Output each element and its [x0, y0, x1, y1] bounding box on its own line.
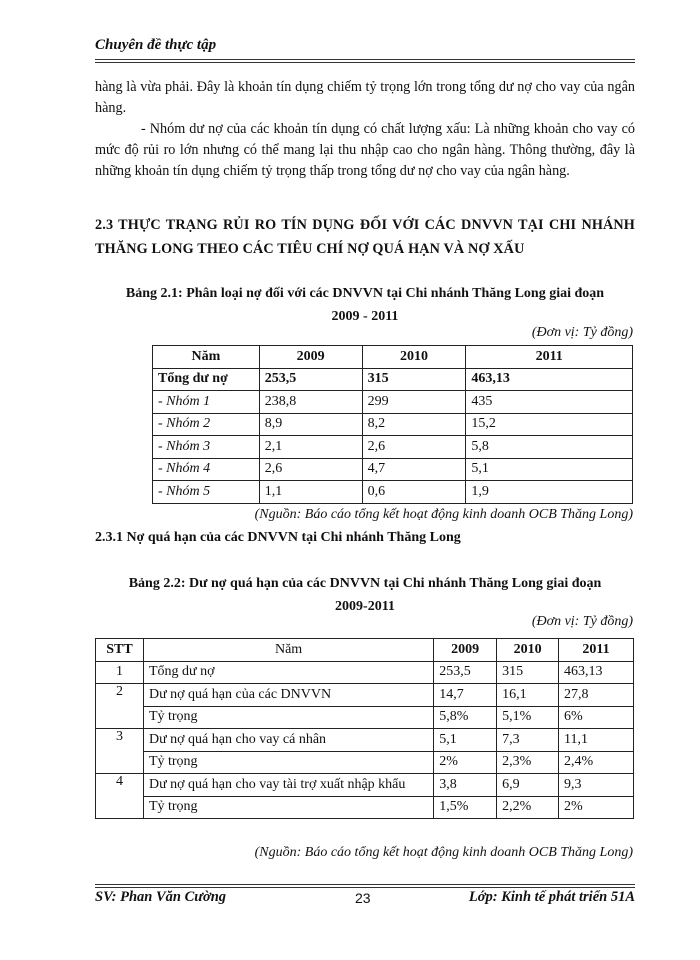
table2-unit: (Đơn vị: Tỷ đồng)	[531, 614, 633, 629]
table-cell: 1,5%	[434, 796, 497, 819]
table-cell: 463,13	[466, 368, 633, 391]
table-row	[96, 706, 634, 729]
table-cell: 5,8	[466, 436, 633, 459]
row-number: 2	[96, 684, 144, 729]
table-row	[153, 391, 633, 414]
table-row	[96, 684, 634, 707]
table2-caption	[95, 572, 635, 618]
row-label: - Nhóm 1	[153, 391, 260, 414]
row-label: Tổng dư nợ	[143, 661, 433, 684]
table-row	[96, 751, 634, 774]
table-cell: 2,3%	[497, 751, 559, 774]
table-cell: 0,6	[362, 481, 466, 504]
table-cell: 7,3	[497, 729, 559, 752]
table-row	[96, 796, 634, 819]
table2-source: (Nguồn: Báo cáo tổng kết hoạt động kinh doanh OCB Thăng Long)	[254, 845, 633, 860]
column-header: 2011	[466, 346, 633, 369]
row-number: 3	[96, 729, 144, 774]
caption-line: Bảng 2.2: Dư nợ quá hạn của các DNVVN tại Chi nhánh Thăng Long giai đoạn	[128, 576, 602, 591]
table-cell: 11,1	[559, 729, 634, 752]
row-label: - Nhóm 4	[153, 458, 260, 481]
row-number: 1	[96, 661, 144, 684]
table-cell: 253,5	[259, 368, 362, 391]
table-cell: 15,2	[466, 413, 633, 436]
row-label: Dư nợ quá hạn cho vay cá nhân	[143, 729, 433, 752]
column-header: STT	[96, 639, 144, 662]
table-cell: 6%	[559, 706, 634, 729]
table-cell: 315	[497, 661, 559, 684]
column-header: 2009	[434, 639, 497, 662]
table-header-row	[96, 639, 634, 662]
table-row	[153, 481, 633, 504]
table-cell: 299	[362, 391, 466, 414]
column-header: 2010	[497, 639, 559, 662]
column-header: 2009	[259, 346, 362, 369]
row-label: Dư nợ quá hạn cho vay tài trợ xuất nhập khẩu	[143, 774, 433, 797]
table1-unit: (Đơn vị: Tỷ đồng)	[531, 325, 633, 340]
table-row	[153, 458, 633, 481]
table-cell: 2%	[559, 796, 634, 819]
table-cell: 3,8	[434, 774, 497, 797]
table-cell: 435	[466, 391, 633, 414]
header-rule	[95, 62, 635, 63]
table-cell: 8,2	[362, 413, 466, 436]
table-cell: 5,1	[466, 458, 633, 481]
header-rule	[95, 59, 635, 60]
table-cell: 8,9	[259, 413, 362, 436]
table-cell: 9,3	[559, 774, 634, 797]
table-row	[96, 774, 634, 797]
row-label: Tỷ trọng	[143, 796, 433, 819]
caption-line: Bảng 2.1: Phân loại nợ đối với các DNVVN tại Chi nhánh Thăng Long giai đoạn	[125, 286, 605, 301]
column-header: Năm	[153, 346, 260, 369]
body-text	[95, 77, 635, 182]
table-cell: 2,1	[259, 436, 362, 459]
table-cell: 238,8	[259, 391, 362, 414]
table-cell: 2,6	[362, 436, 466, 459]
page-number: 23	[355, 890, 371, 906]
page-header-title: Chuyên đề thực tập	[95, 37, 217, 53]
footer-rule	[95, 887, 635, 888]
table1-source: (Nguồn: Báo cáo tổng kết hoạt động kinh doanh OCB Thăng Long)	[254, 507, 633, 522]
table-row	[96, 729, 634, 752]
table-cell: 253,5	[434, 661, 497, 684]
table-cell: 2,4%	[559, 751, 634, 774]
table-header-row	[153, 346, 633, 369]
paragraph: - Nhóm dư nợ của các khoản tín dụng có chất lượng xấu: Là những khoản cho vay có mức độ rủi ro lớn nhưng có thể mang lại thu nhập cao cho ngân hàng. Thông thường, đây là những khoản tín dụng chiếm tỷ trọng thấp trong tổng dư nợ cho vay của ngân hàng.	[95, 121, 635, 179]
table-cell: 5,1%	[497, 706, 559, 729]
table-cell: 2,6	[259, 458, 362, 481]
table-cell: 2%	[434, 751, 497, 774]
row-number: 4	[96, 774, 144, 819]
table-cell: 5,8%	[434, 706, 497, 729]
caption-line: 2009 - 2011	[331, 309, 399, 324]
table-cell: 27,8	[559, 684, 634, 707]
table1-caption	[95, 282, 635, 328]
table-cell: 315	[362, 368, 466, 391]
table-row	[153, 436, 633, 459]
row-label: - Nhóm 2	[153, 413, 260, 436]
table-cell: 4,7	[362, 458, 466, 481]
table-cell: 1,9	[466, 481, 633, 504]
caption-line: 2009-2011	[335, 599, 395, 614]
table-cell: 6,9	[497, 774, 559, 797]
table-row	[153, 413, 633, 436]
row-label: Dư nợ quá hạn của các DNVVN	[143, 684, 433, 707]
column-header: 2010	[362, 346, 466, 369]
table-overdue-debt	[95, 638, 634, 819]
column-header: Năm	[143, 639, 433, 662]
table-cell: 14,7	[434, 684, 497, 707]
table-row	[153, 368, 633, 391]
table-cell: 1,1	[259, 481, 362, 504]
row-label: Tỷ trọng	[143, 706, 433, 729]
column-header: 2011	[559, 639, 634, 662]
footer-rule	[95, 884, 635, 885]
row-label: Tổng dư nợ	[153, 368, 260, 391]
table-cell: 463,13	[559, 661, 634, 684]
row-label: - Nhóm 3	[153, 436, 260, 459]
paragraph: hàng là vừa phải. Đây là khoản tín dụng chiếm tỷ trọng lớn trong tổng dư nợ cho vay của ngân hàng.	[95, 79, 635, 116]
table-row	[96, 661, 634, 684]
table-cell: 16,1	[497, 684, 559, 707]
section-title: 2.3 THỰC TRẠNG RỦI RO TÍN DỤNG ĐỐI VỚI CÁC DNVVN TẠI CHI NHÁNH THĂNG LONG THEO CÁC TIÊU CHÍ NỢ QUÁ HẠN VÀ NỢ XẤU	[95, 217, 635, 257]
row-label: Tỷ trọng	[143, 751, 433, 774]
table-cell: 5,1	[434, 729, 497, 752]
row-label: - Nhóm 5	[153, 481, 260, 504]
table-loan-classification	[152, 345, 633, 504]
table-cell: 2,2%	[497, 796, 559, 819]
subsection-title: 2.3.1 Nợ quá hạn của các DNVVN tại Chi nhánh Thăng Long	[95, 530, 461, 545]
footer-class: Lớp: Kinh tế phát triển 51A	[468, 889, 635, 905]
footer-student: SV: Phan Văn Cường	[95, 889, 227, 905]
